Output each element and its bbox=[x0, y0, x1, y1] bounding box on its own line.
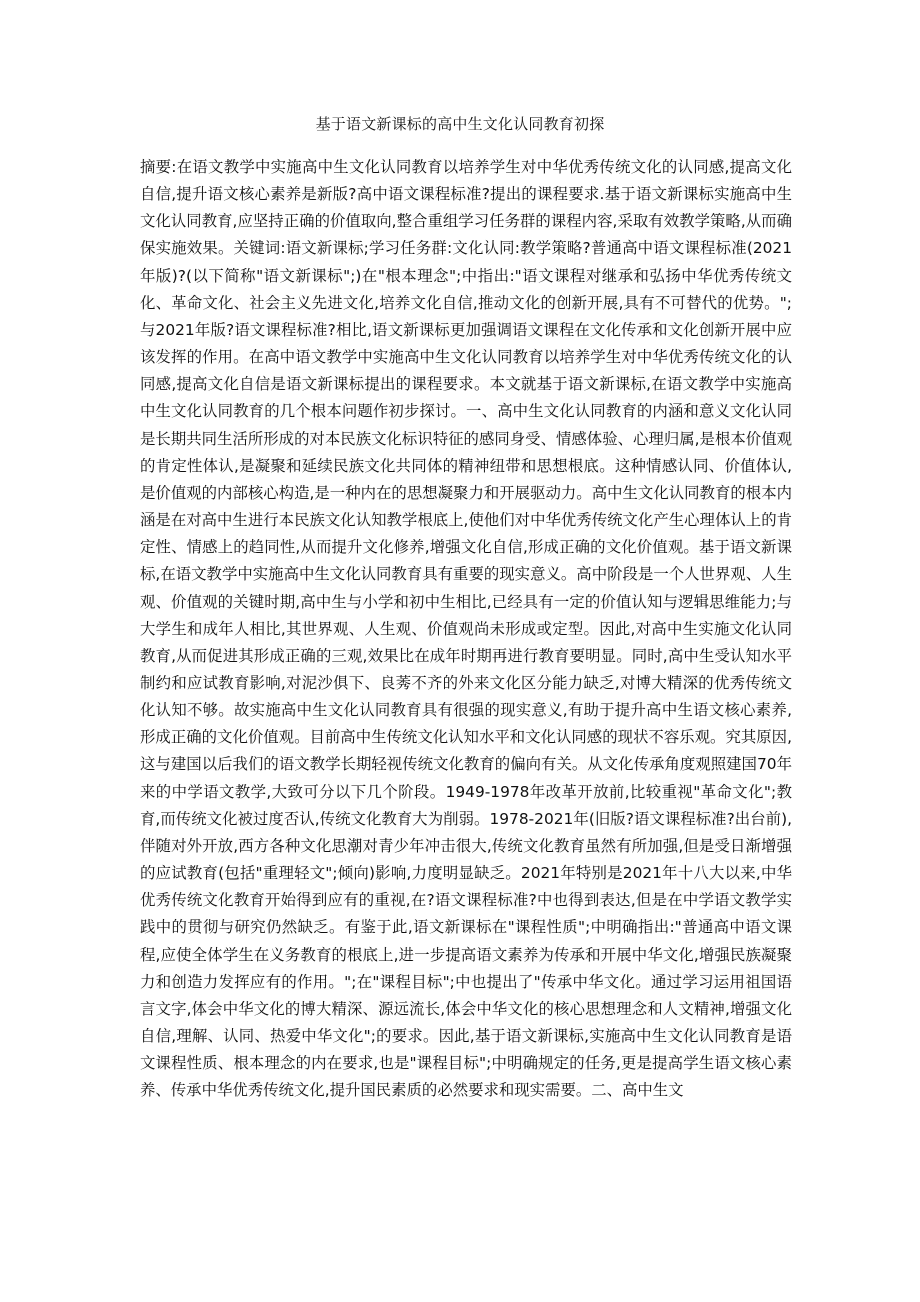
document-body-text: 摘要:在语文教学中实施高中生文化认同教育以培养学生对中华优秀传统文化的认同感,提高文化自信,提升语文核心素养是新版?高中语文课程标准?提出的课程要求.基于语文新课标实施高中生文化认同教育,应坚持正确的价值取向,整合重组学习任务群的课程内容,采取有效教学策略,从而确保实施效果。关键词:语文新课标;学习任务群:文化认同:教学策略?普通高中语文课程标准(2021年版)?(以下简称"语文新课标";)在"根本理念";中指出:"语文课程对继承和弘扬中华优秀传统文化、革命文化、社会主义先进文化,培养文化自信,推动文化的创新开展,具有不可替代的优势。";与2021年版?语文课程标准?相比,语文新课标更加强调语文课程在文化传承和文化创新开展中应该发挥的作用。在高中语文教学中实施高中生文化认同教育以培养学生对中华优秀传统文化的认同感,提高文化自信是语文新课标提出的课程要求。本文就基于语文新课标,在语文教学中实施高中生文化认同教育的几个根本问题作初步探讨。一、高中生文化认同教育的内涵和意义文化认同是长期共同生活所形成的对本民族文化标识特征的感同身受、情感体验、心理归属,是根本价值观的肯定性体认,是凝聚和延续民族文化共同体的精神纽带和思想根底。这种情感认同、价值体认,是价值观的内部核心构造,是一种内在的思想凝聚力和开展驱动力。高中生文化认同教育的根本内涵是在对高中生进行本民族文化认知教学根底上,使他们对中华优秀传统文化产生心理体认上的肯定性、情感上的趋同性,从而提升文化修养,增强文化自信,形成正确的文化价值观。基于语文新课标,在语文教学中实施高中生文化认同教育具有重要的现实意义。高中阶段是一个人世界观、人生观、价值观的关键时期,高中生与小学和初中生相比,已经具有一定的价值认知与逻辑思维能力;与大学生和成年人相比,其世界观、人生观、价值观尚未形成或定型。因此,对高中生实施文化认同教育,从而促进其形成正确的三观,效果比在成年时期再进行教育要明显。同时,高中生受认知水平制约和应试教育影响,对泥沙俱下、良莠不齐的外来文化区分能力缺乏,对博大精深的优秀传统文化认知不够。故实施高中生文化认同教育具有很强的现实意义,有助于提升高中生语文核心素养,形成正确的文化价值观。目前高中生传统文化认知水平和文化认同感的现状不容乐观。究其原因,这与建国以后我们的语文教学长期轻视传统文化教育的偏向有关。从文化传承角度观照建国70年来的中学语文教学,大致可分以下几个阶段。1949-1978年改革开放前,比较重视"革命文化";教育,而传统文化被过度否认,传统文化教育大为削弱。1978-2021年(旧版?语文课程标准?出台前),伴随对外开放,西方各种文化思潮对青少年冲击很大,传统文化教育虽然有所加强,但是受日渐增强的应试教育(包括"重理轻文";倾向)影响,力度明显缺乏。2021年特别是2021年十八大以来,中华优秀传统文化教育开始得到应有的重视,在?语文课程标准?中也得到表达,但是在中学语文教学实践中的贯彻与研究仍然缺乏。有鉴于此,语文新课标在"课程性质";中明确指出:"普通高中语文课程,应使全体学生在义务教育的根底上,进一步提高语文素养为传承和开展中华文化,增强民族凝聚力和创造力发挥应有的作用。";在"课程目标";中也提出了"传承中华文化。通过学习运用祖国语言文字,体会中华文化的博大精深、源远流长,体会中华文化的核心思想理念和人文精神,增强文化自信,理解、认同、热爱中华文化";的要求。因此,基于语文新课标,实施高中生文化认同教育是语文课程性质、根本理念的内在要求,也是"课程目标";中明确规定的任务,更是提高学生语文核心素养、传承中华优秀传统文化,提升国民素质的必然要求和现实需要。二、高中生文 bbox=[140, 158, 792, 1100]
document-title: 基于语文新课标的高中生文化认同教育初探 bbox=[315, 115, 605, 133]
